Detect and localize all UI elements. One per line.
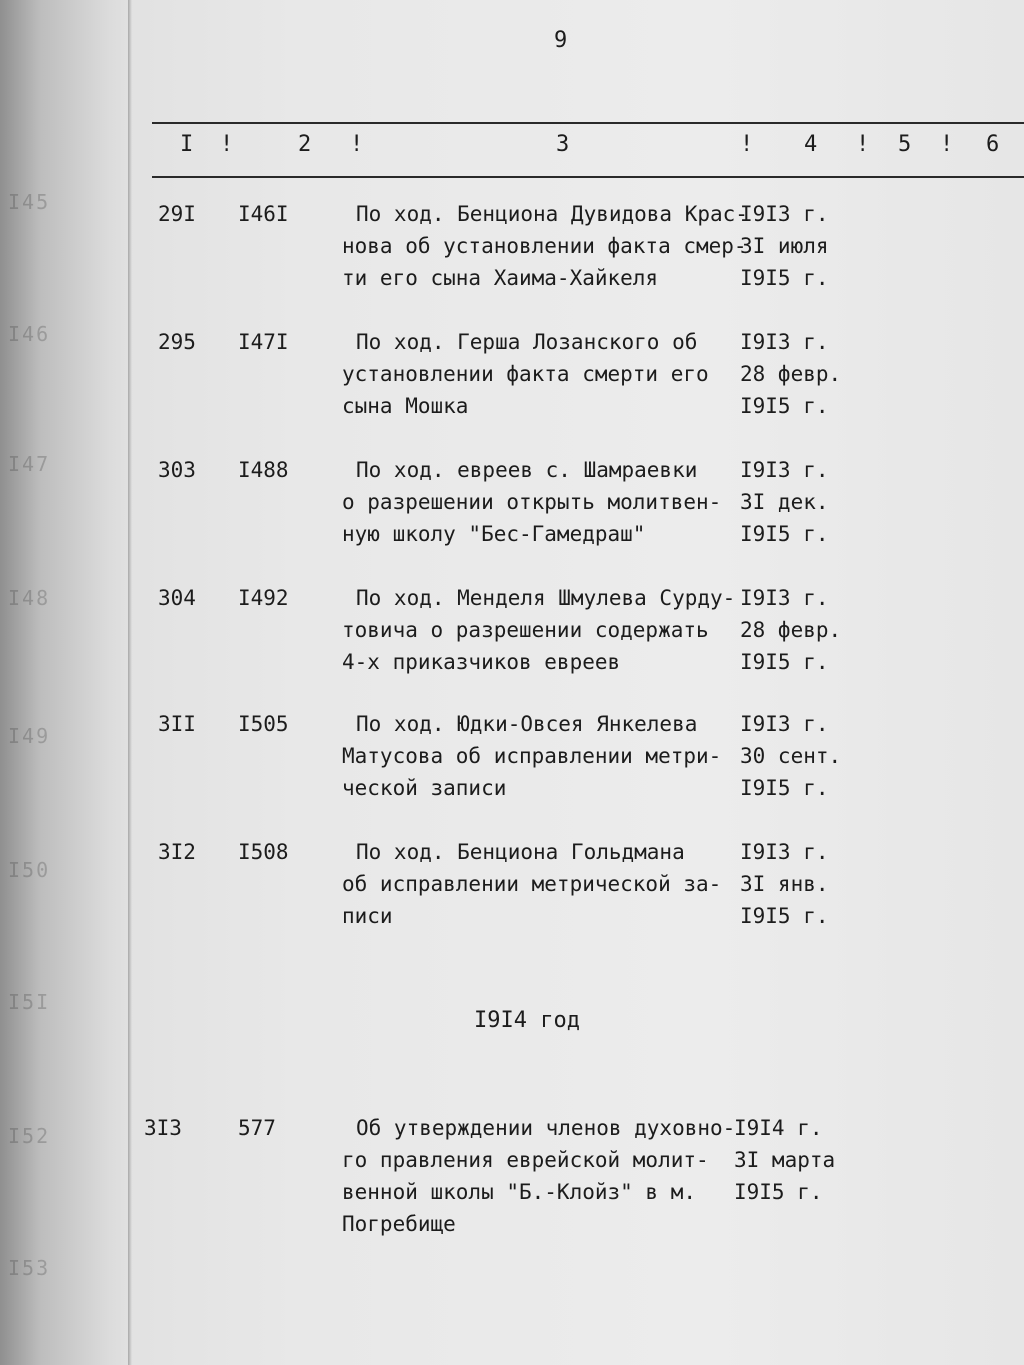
entry-dates	[740, 326, 850, 422]
date-end-year: I9I5 г.	[740, 394, 829, 418]
header-top-rule	[152, 122, 1024, 124]
description-line: го правления еврейской молит-	[342, 1148, 709, 1172]
header-separator: !	[220, 132, 234, 157]
date-end-day: 28 февр.	[740, 362, 842, 386]
description-line: Матусова об исправлении метри-	[342, 744, 722, 768]
entry-description	[342, 454, 742, 550]
description-line: о разрешении открыть молитвен-	[342, 490, 722, 514]
header-col-5: 5	[898, 132, 912, 157]
entry-description	[342, 326, 742, 422]
date-end-year: I9I5 г.	[740, 650, 829, 674]
entry-dates	[740, 454, 850, 550]
description-line: По ход. Менделя Шмулева Сурду-	[356, 586, 736, 610]
date-start: I9I3 г.	[740, 330, 829, 354]
header-col-1: I	[180, 132, 194, 157]
entry-dates	[740, 708, 850, 804]
header-separator: !	[350, 132, 364, 157]
description-line: товича о разрешении содержать	[342, 618, 709, 642]
date-end-day: 28 февр.	[740, 618, 842, 642]
entry-description	[342, 582, 742, 678]
date-end-day: 3I июля	[740, 234, 829, 258]
date-start: I9I3 г.	[740, 202, 829, 226]
date-start: I9I4 г.	[734, 1116, 823, 1140]
entry-number: 295	[158, 330, 196, 354]
entry-number: 3II	[158, 712, 196, 736]
header-separator: !	[740, 132, 754, 157]
entry-dates	[740, 582, 850, 678]
description-line: нова об установлении факта смер-	[342, 234, 747, 258]
description-line: ти его сына Хаима-Хайкеля	[342, 266, 659, 290]
page-number: 9	[554, 28, 568, 53]
date-end-day: 30 сент.	[740, 744, 842, 768]
description-line: венной школы "Б.-Клойз" в м.	[342, 1180, 697, 1204]
description-line: сына Мошка	[342, 394, 469, 418]
entry-fund-number: I508	[238, 840, 289, 864]
description-line: 4-х приказчиков евреев	[342, 650, 621, 674]
header-bottom-rule	[152, 176, 1024, 178]
entry-description	[342, 708, 742, 804]
description-line: Погребище	[342, 1212, 456, 1236]
description-line: ческой записи	[342, 776, 507, 800]
table-header	[152, 132, 1024, 172]
entry-description	[342, 198, 748, 294]
entry-number: 3I2	[158, 840, 196, 864]
entry-fund-number: 577	[238, 1116, 276, 1140]
date-end-year: I9I5 г.	[734, 1180, 823, 1204]
date-end-year: I9I5 г.	[740, 776, 829, 800]
header-col-2: 2	[298, 132, 312, 157]
description-line: По ход. Герша Лозанского об	[356, 330, 698, 354]
entry-number: 303	[158, 458, 196, 482]
entry-number: 29I	[158, 202, 196, 226]
description-line: ную школу "Бес-Гамедраш"	[342, 522, 646, 546]
date-start: I9I3 г.	[740, 840, 829, 864]
header-col-3: 3	[556, 132, 570, 157]
page-binding-shadow	[128, 0, 132, 1365]
header-separator: !	[940, 132, 954, 157]
description-line: По ход. евреев с. Шамраевки	[356, 458, 698, 482]
entry-number: 3I3	[144, 1116, 182, 1140]
entry-fund-number: I47I	[238, 330, 289, 354]
entry-number: 304	[158, 586, 196, 610]
entry-fund-number: I505	[238, 712, 289, 736]
entry-dates	[740, 836, 850, 932]
description-line: По ход. Бенциона Дувидова Крас-	[356, 202, 748, 226]
date-end-year: I9I5 г.	[740, 904, 829, 928]
description-line: об исправлении метрической за-	[342, 872, 722, 896]
date-start: I9I3 г.	[740, 458, 829, 482]
date-end-year: I9I5 г.	[740, 522, 829, 546]
date-end-day: 3I янв.	[740, 872, 829, 896]
entry-fund-number: I488	[238, 458, 289, 482]
section-heading-year: I9I4 год	[474, 1008, 580, 1033]
description-line: Об утверждении членов духовно-	[356, 1116, 736, 1140]
header-col-4: 4	[804, 132, 818, 157]
description-line: установлении факта смерти его	[342, 362, 709, 386]
entry-fund-number: I46I	[238, 202, 289, 226]
entry-description	[342, 1112, 742, 1240]
description-line: По ход. Бенциона Гольдмана	[356, 840, 685, 864]
header-col-6: 6	[986, 132, 1000, 157]
entry-fund-number: I492	[238, 586, 289, 610]
date-start: I9I3 г.	[740, 586, 829, 610]
entry-dates	[740, 198, 850, 294]
description-line: По ход. Юдки-Овсея Янкелева	[356, 712, 698, 736]
date-end-day: 3I марта	[734, 1148, 836, 1172]
entry-description	[342, 836, 742, 932]
date-end-year: I9I5 г.	[740, 266, 829, 290]
date-start: I9I3 г.	[740, 712, 829, 736]
date-end-day: 3I дек.	[740, 490, 829, 514]
facing-page-edge: I45 I46 I47 I48 I49 I50 I5I I52 I53	[8, 190, 51, 1280]
header-separator: !	[856, 132, 870, 157]
description-line: писи	[342, 904, 393, 928]
entry-dates	[734, 1112, 844, 1208]
